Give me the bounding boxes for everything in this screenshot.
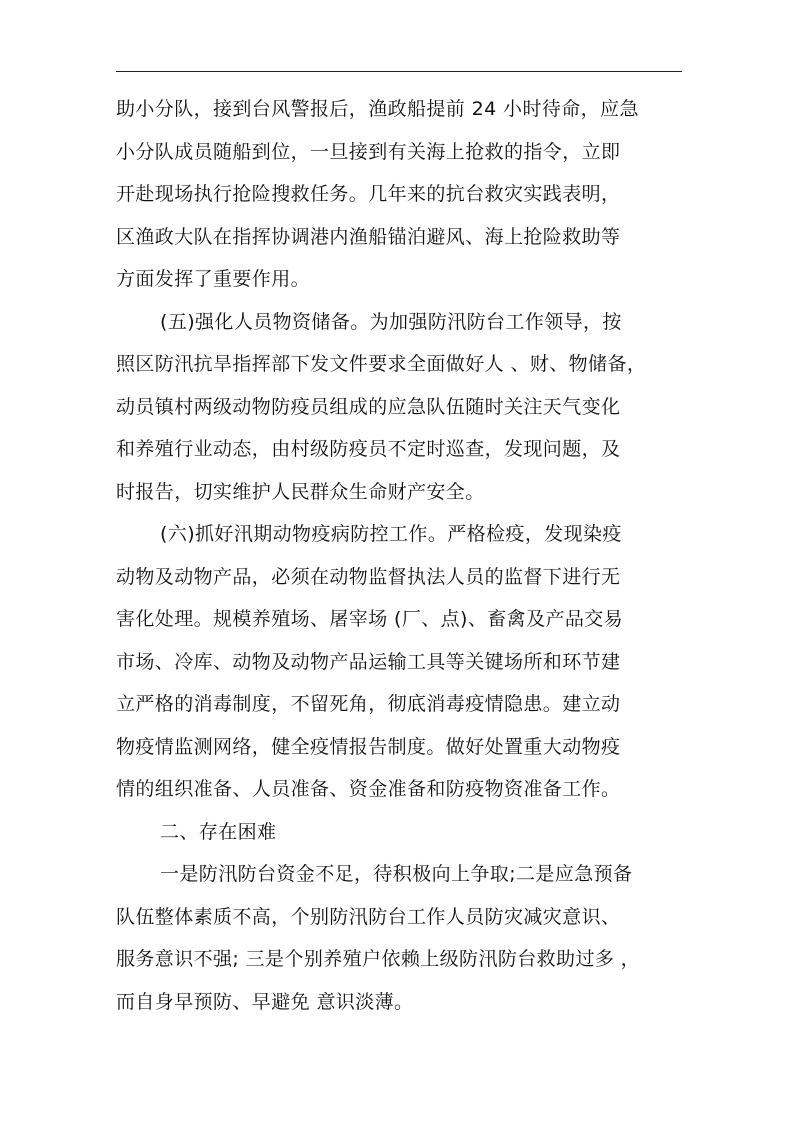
text-line: 动物及动物产品，必须在动物监督执法人员的监督下进行无 — [116, 565, 621, 588]
text-line: 方面发挥了重要作用。 — [116, 268, 311, 290]
text-line: 而自身早预防、早避免 意识淡薄。 — [116, 990, 414, 1013]
text-line: 情的组织准备、人员准备、资金准备和防疫物资准备工作。 — [116, 778, 621, 800]
text-line: 二、存在困难 — [160, 820, 277, 843]
header-rule — [116, 71, 682, 72]
document-body — [116, 88, 682, 1023]
text-line: 害化处理。规模养殖场、屠宰场 (厂、点)、畜禽及产品交易 — [116, 608, 624, 630]
text-line: 助小分队，接到台风警报后，渔政船提前 24 小时待命，应急 — [116, 98, 639, 120]
text-line: 开赴现场执行抢险搜救任务。几年来的抗台救灾实践表明， — [116, 183, 621, 205]
text-line: 立严格的消毒制度，不留死角，彻底消毒疫情隐患。建立动 — [116, 693, 621, 715]
text-line: 区渔政大队在指挥协调港内渔船锚泊避风、海上抢险救助等 — [116, 225, 621, 248]
text-line: 市场、冷库、动物及动物产品运输工具等关键场所和环节建 — [116, 650, 621, 673]
text-line: 时报告，切实维护人民群众生命财产安全。 — [116, 480, 485, 503]
text-line: 和养殖行业动态，由村级防疫员不定时巡查，发现问题，及 — [116, 438, 621, 460]
text-line: 小分队成员随船到位，一旦接到有关海上抢救的指令，立即 — [116, 140, 621, 163]
text-line: 动员镇村两级动物防疫员组成的应急队伍随时关注天气变化 — [116, 395, 621, 418]
text-line: 服务意识不强; 三是个别养殖户依赖上级防汛防台救助过多 ， — [116, 948, 641, 970]
text-line: 一是防汛防台资金不足，待积极向上争取;二是应急预备 — [160, 863, 633, 885]
text-line: (五)强化人员物资储备。为加强防汛防台工作领导，按 — [160, 310, 622, 333]
text-line: 队伍整体素质不高，个别防汛防台工作人员防灾减灾意识、 — [116, 905, 621, 928]
text-line: 物疫情监测网络，健全疫情报告制度。做好处置重大动物疫 — [116, 735, 621, 758]
text-line: (六)抓好汛期动物疫病防控工作。严格检疫，发现染疫 — [160, 523, 622, 545]
text-line: 照区防汛抗旱指挥部下发文件要求全面做好人 、财、物储备， — [116, 353, 647, 375]
